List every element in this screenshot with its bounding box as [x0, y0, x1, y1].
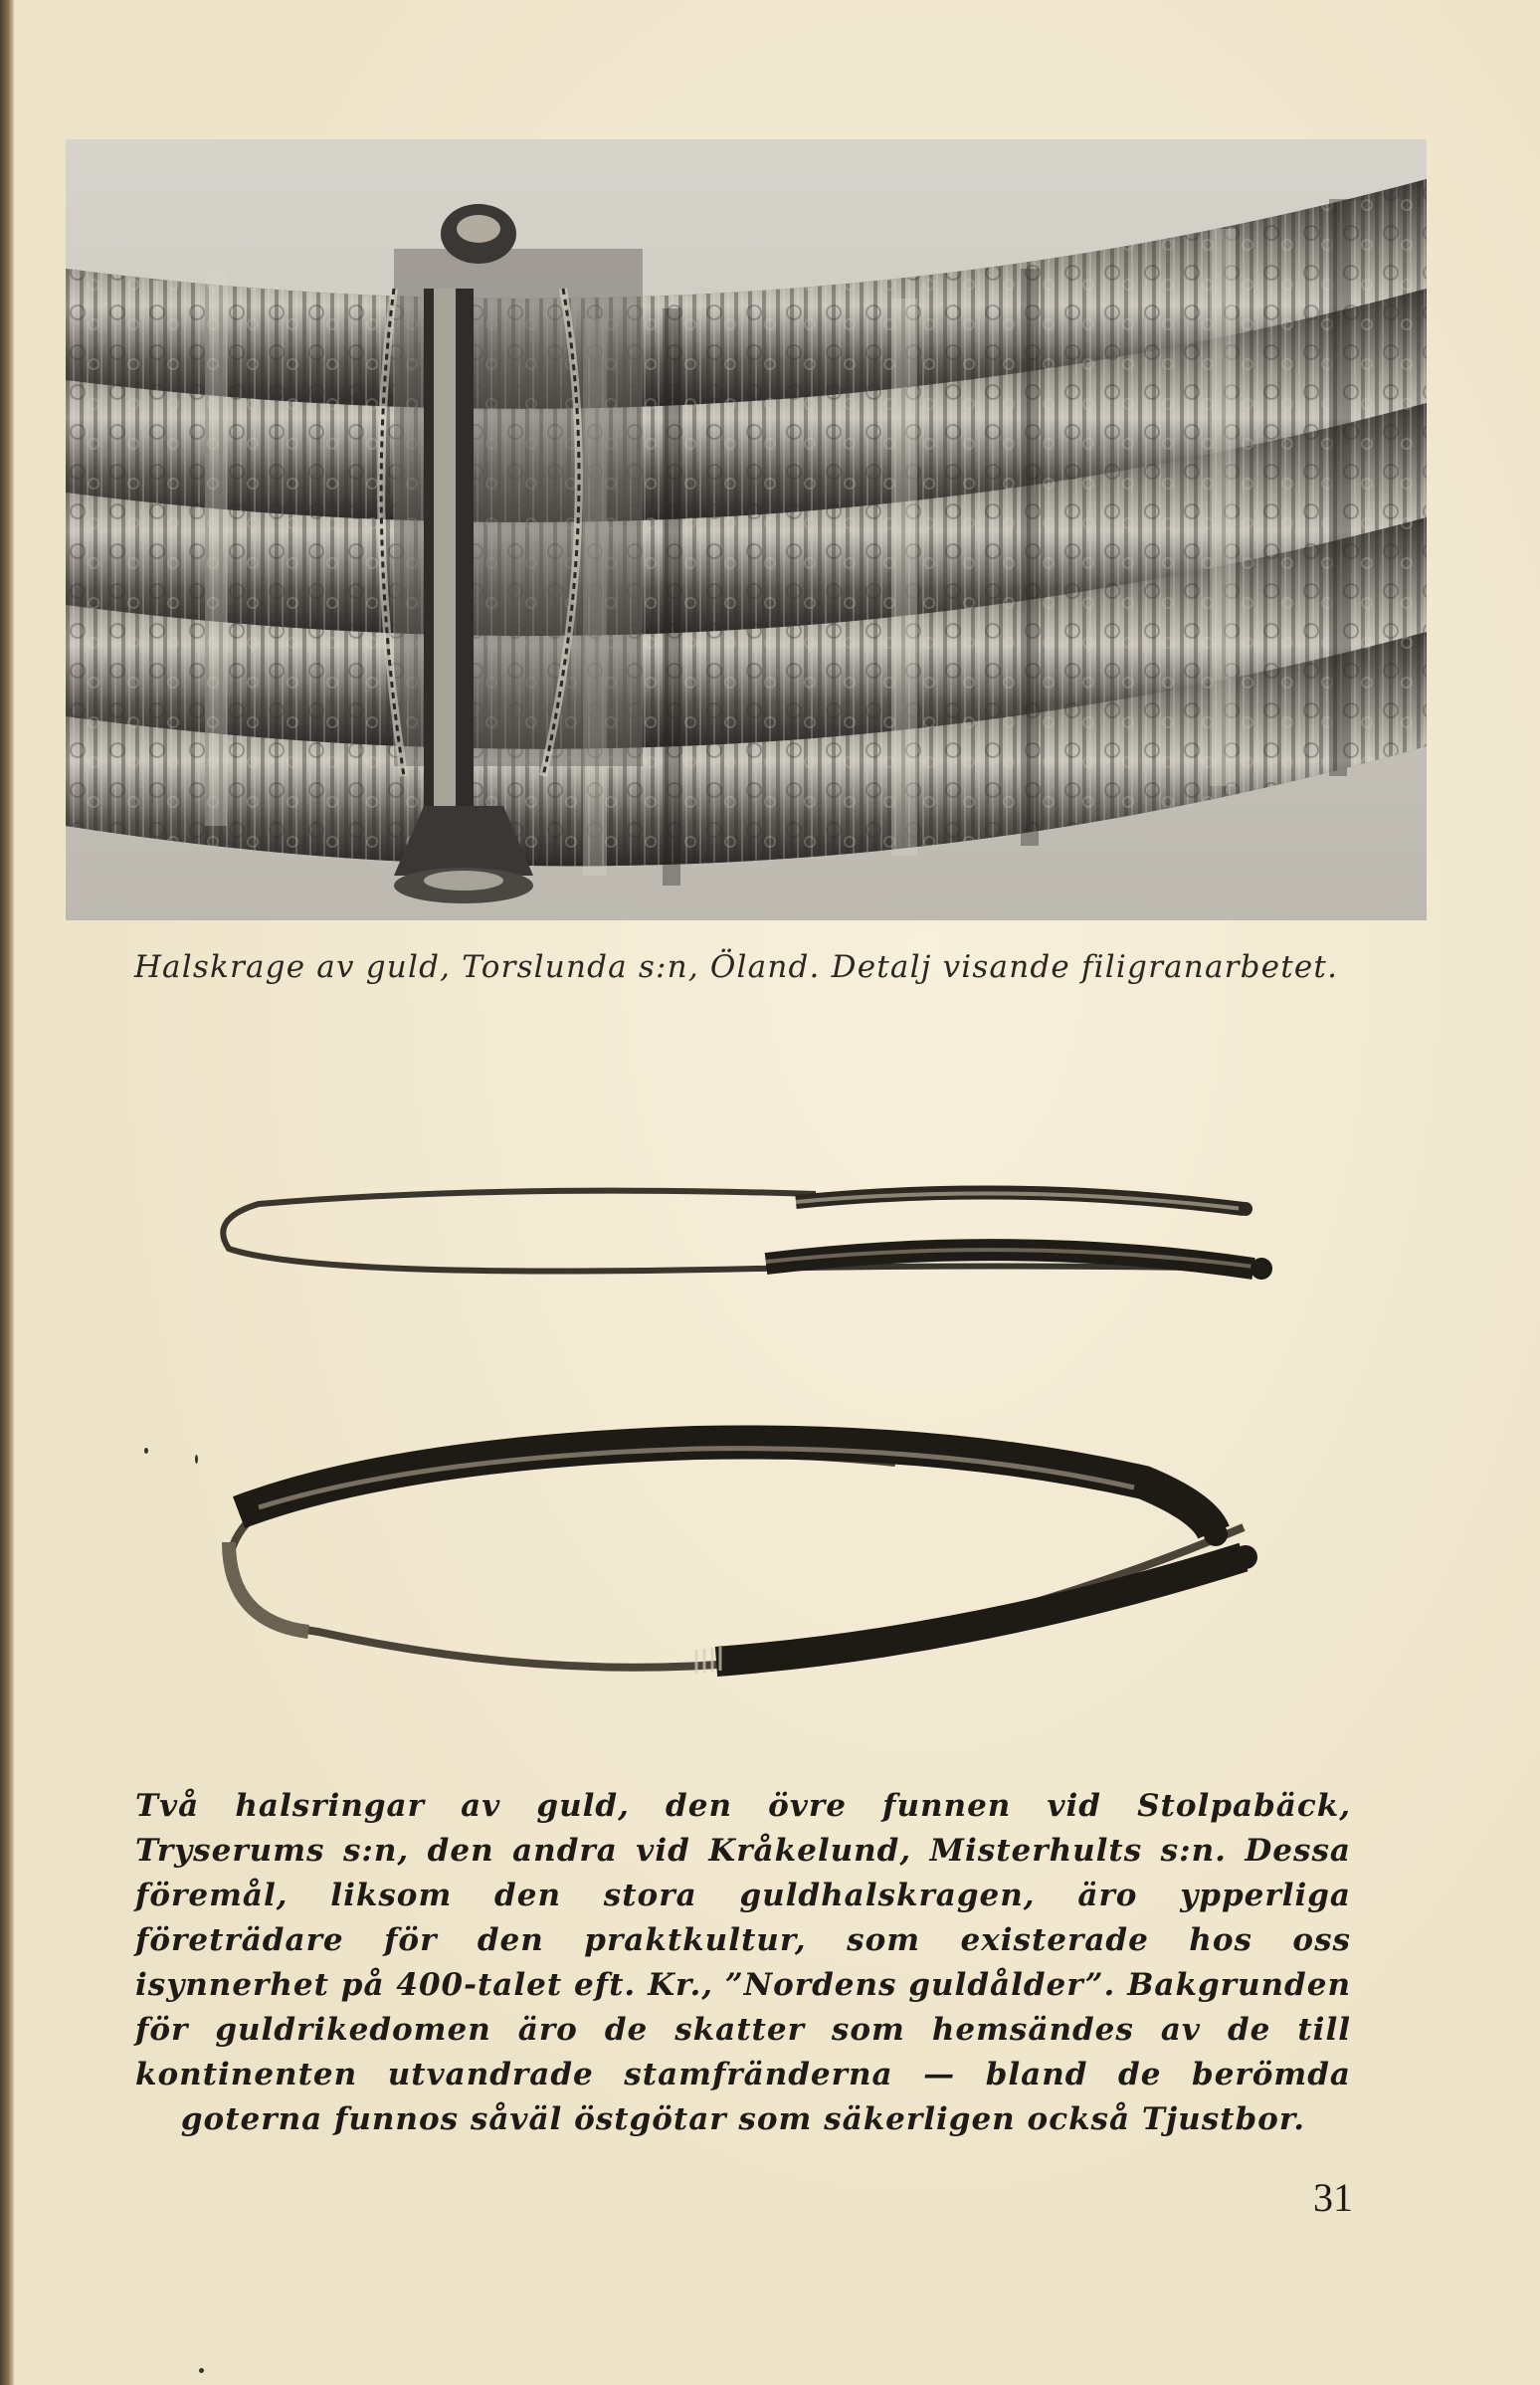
- dust-speck: [199, 2368, 204, 2373]
- dust-speck: [144, 1448, 148, 1454]
- page-number: 31: [1313, 2175, 1353, 2220]
- gold-neck-rings-illustration: [199, 1164, 1293, 1721]
- collar-caption: Halskrage av guld, Torslunda s:n, Öland. Detalj visande filigranarbetet.: [133, 949, 1339, 985]
- dust-speck: [195, 1455, 198, 1464]
- gold-collar-illustration: [66, 139, 1427, 920]
- gold-collar-photograph: [66, 139, 1427, 920]
- upper-neck-ring: [223, 1191, 1272, 1280]
- rings-caption: Två halsringar av guld, den övre funnen vid Stolpabäck, Tryserums s:n, den andra vid Kråkelund, Misterhults s:n. Dessa föremål, liksom den stora guldhalskragen, äro ypperliga företrädare för den praktkultur, som existerade hos oss isynnerhet på 400-talet eft. Kr., ”Nordens guldålder”. Bakgrunden för guldrikedomen äro de skatter som hemsändes av de till kontinenten utvandrade stamfränderna — bland de berömda goterna funnos såväl östgötar som säkerligen också Tjustbor.: [135, 1788, 1351, 2137]
- book-spine-edge: [0, 0, 14, 2385]
- lower-neck-ring: [229, 1443, 1257, 1675]
